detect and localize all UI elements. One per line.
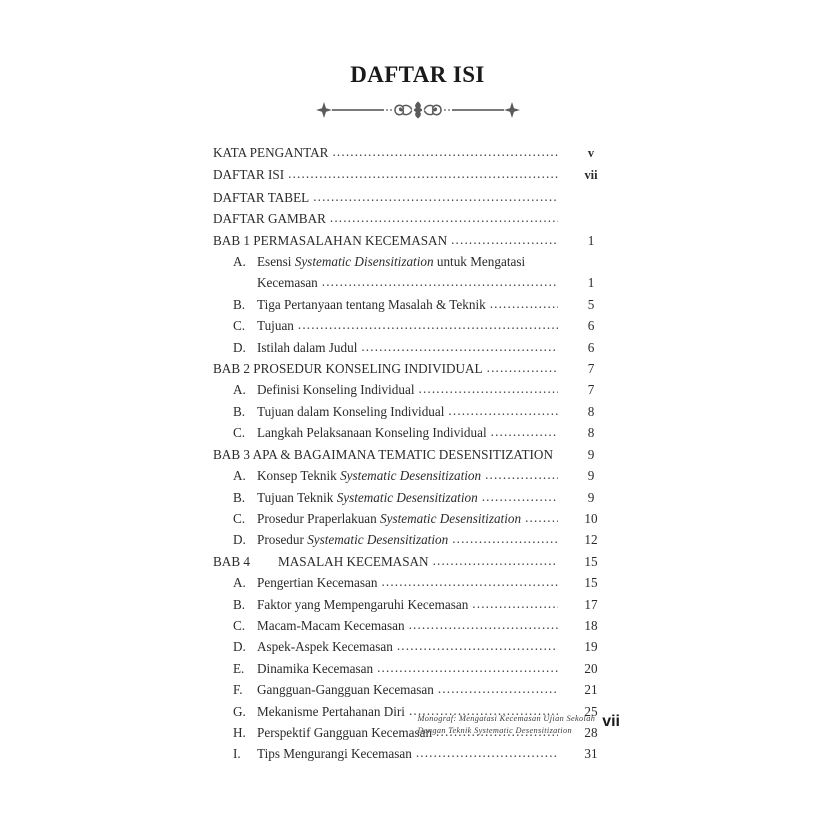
- footer-page-number: vii: [602, 713, 620, 730]
- toc-entry[interactable]: [213, 636, 613, 657]
- toc-entry-index: B.: [233, 489, 246, 505]
- toc-entry-label: KATA PENGANTAR: [213, 145, 329, 160]
- toc-label-italic-term: Systematic Desensitization: [340, 468, 482, 484]
- toc-label-text: Tujuan Teknik: [257, 489, 337, 505]
- toc-entry-index: H.: [233, 724, 246, 740]
- toc-entry[interactable]: [213, 422, 613, 443]
- toc-entry-label: Macam-Macam Kecemasan: [257, 617, 405, 633]
- toc-dot-leader: [322, 274, 558, 287]
- toc-entry-label: [257, 465, 484, 486]
- toc-label-italic-term: Systematic Desensitization: [380, 510, 522, 526]
- toc-entry-label: Tips Mengurangi Kecemasan: [257, 746, 412, 762]
- toc-entry-index: D.: [233, 639, 246, 655]
- toc-dot-leader: [482, 489, 558, 502]
- toc-page-number: 5: [587, 296, 595, 312]
- toc-entry-label: Tiga Pertanyaan tentang Masalah & Teknik: [257, 296, 486, 312]
- toc-entry[interactable]: [213, 529, 613, 550]
- toc-dot-leader: [438, 681, 558, 694]
- toc-entry-label: [257, 508, 524, 529]
- toc-entry-index: A.: [233, 382, 246, 398]
- toc-page-number: 6: [587, 318, 595, 334]
- toc-entry-index: A.: [233, 468, 246, 484]
- toc-entry[interactable]: [213, 315, 613, 336]
- toc-entry-label: BAB 2 PROSEDUR KONSELING INDIVIDUAL: [213, 361, 483, 377]
- toc-entry[interactable]: [213, 658, 613, 679]
- toc-entry-index: D.: [233, 532, 246, 548]
- toc-entry[interactable]: [213, 401, 613, 422]
- toc-entry[interactable]: [213, 337, 613, 358]
- toc-entry[interactable]: [213, 594, 613, 615]
- toc-page-number: 28: [584, 724, 598, 740]
- toc-entry-index: I.: [233, 746, 241, 762]
- toc-label-italic-term: Systematic Desensitization: [307, 532, 449, 548]
- toc-entry[interactable]: [213, 679, 613, 700]
- toc-entry-index: B.: [233, 403, 246, 419]
- toc-entry-label: [257, 487, 481, 508]
- toc-dot-leader: [409, 617, 558, 630]
- toc-entry-label: Tujuan: [257, 318, 294, 334]
- toc-page-number: 17: [584, 596, 598, 612]
- toc-label-italic-term: Systematic Desensitization: [336, 489, 478, 505]
- toc-label-text: Esensi: [257, 254, 295, 270]
- toc-label-text: Prosedur Praperlakuan: [257, 510, 381, 526]
- toc-dot-leader: [397, 638, 558, 651]
- toc-entry[interactable]: [213, 444, 613, 465]
- toc-label-text: Konsep Teknik: [257, 468, 341, 484]
- toc-label-text-after: MASALAH KECEMASAN: [278, 553, 429, 569]
- toc-dot-leader: [525, 510, 558, 523]
- toc-dot-leader: [381, 574, 558, 587]
- toc-page-number: 12: [584, 532, 598, 548]
- toc-page-number: 8: [587, 425, 595, 441]
- toc-page-number: 9: [587, 468, 595, 484]
- toc-entry-index: E.: [233, 660, 245, 676]
- toc-entry[interactable]: [213, 379, 613, 400]
- toc-entry-index: D.: [233, 339, 246, 355]
- toc-entry-label: DAFTAR ISI: [213, 167, 285, 183]
- toc-page-number: 15: [584, 575, 598, 591]
- ornamental-divider-icon: [0, 97, 835, 123]
- toc-entry-label: DAFTAR GAMBAR: [213, 211, 326, 227]
- toc-dot-leader: [361, 339, 558, 352]
- toc-entry[interactable]: [213, 142, 613, 164]
- toc-entry-index: C.: [233, 510, 246, 526]
- toc-entry-label: Kecemasan: [257, 275, 318, 291]
- toc-dot-leader: [451, 232, 558, 245]
- toc-entry-index: G.: [233, 703, 246, 719]
- toc-page-number: v: [587, 146, 595, 160]
- toc-entry[interactable]: [213, 551, 613, 572]
- toc-dot-leader: [557, 446, 558, 459]
- toc-entry-index: B.: [233, 596, 246, 612]
- toc-page-number: 25: [584, 703, 598, 719]
- toc-entry-index: C.: [233, 617, 246, 633]
- toc-entry-index: A.: [233, 575, 246, 591]
- toc-entry-label: Mekanisme Pertahanan Diri: [257, 703, 405, 719]
- toc-entry[interactable]: [213, 294, 613, 315]
- toc-page-number: 18: [584, 617, 598, 633]
- toc-entry-label: Perspektif Gangguan Kecemasan: [257, 724, 433, 740]
- toc-entry[interactable]: [213, 230, 613, 251]
- toc-entry[interactable]: [213, 572, 613, 593]
- toc-dot-leader: [472, 596, 558, 609]
- toc-entry-label: Faktor yang Mempengaruhi Kecemasan: [257, 596, 469, 612]
- toc-page-number: 9: [587, 489, 595, 505]
- footer-line-1: Monograf: Mengatasi Kecemasan Ujian Sekolah: [417, 714, 596, 723]
- toc-entry-index: B.: [233, 296, 246, 312]
- toc-entry-index: C.: [233, 318, 246, 334]
- toc-entry-label: Istilah dalam Judul: [257, 339, 358, 355]
- toc-entry[interactable]: [213, 272, 613, 293]
- toc-page-number: 20: [584, 660, 598, 676]
- toc-dot-leader: [529, 253, 558, 266]
- toc-page-number: 31: [584, 746, 598, 762]
- toc-dot-leader: [490, 296, 558, 309]
- toc-entry[interactable]: [213, 487, 613, 508]
- toc-page-number: vii: [584, 168, 598, 183]
- toc-entry[interactable]: [213, 251, 613, 272]
- toc-dot-leader: [288, 166, 558, 179]
- toc-entry[interactable]: [213, 164, 613, 186]
- toc-entry[interactable]: [213, 508, 613, 529]
- toc-entry[interactable]: [213, 743, 613, 764]
- toc-page-number: 9: [587, 446, 595, 462]
- toc-label-italic-term: Systematic Disensitization: [294, 254, 434, 270]
- toc-dot-leader: [452, 531, 558, 544]
- toc-page-number: 19: [584, 639, 598, 655]
- toc-entry-label: BAB 1 PERMASALAHAN KECEMASAN: [213, 232, 448, 248]
- toc-dot-leader: [330, 210, 558, 223]
- toc-page-number: 15: [584, 553, 598, 569]
- toc-entry-label: [213, 551, 432, 572]
- toc-entry-label: Definisi Konseling Individual: [257, 382, 415, 398]
- toc-entry-label: Aspek-Aspek Kecemasan: [257, 639, 393, 655]
- toc-dot-leader: [416, 745, 558, 758]
- toc-dot-leader: [433, 553, 558, 566]
- toc-entry[interactable]: [213, 465, 613, 486]
- toc-page-number: 1: [587, 275, 595, 291]
- toc-entry[interactable]: [213, 615, 613, 636]
- toc-entry-label: [257, 251, 528, 272]
- toc-page-number: 1: [587, 232, 595, 248]
- toc-entry[interactable]: [213, 187, 613, 208]
- toc-entry-index: F.: [233, 682, 243, 698]
- toc-page-number: 6: [587, 339, 595, 355]
- toc-dot-leader: [313, 189, 558, 202]
- toc-entry[interactable]: [213, 358, 613, 379]
- toc-entry-label: BAB 3 APA & BAGAIMANA TEMATIC DESENSITIZATION: [213, 446, 553, 462]
- toc-dot-leader: [491, 424, 558, 437]
- footer-line-2: Dengan Teknik Systematic Desensitization: [417, 725, 572, 735]
- toc-dot-leader: [419, 381, 559, 394]
- toc-entry[interactable]: [213, 208, 613, 229]
- toc-dot-leader: [487, 360, 558, 373]
- toc-dot-leader: [332, 144, 558, 157]
- toc-entry-label: Gangguan-Gangguan Kecemasan: [257, 682, 434, 698]
- toc-entry-label: DAFTAR TABEL: [213, 189, 310, 205]
- table-of-contents: [213, 142, 613, 765]
- toc-dot-leader: [485, 467, 558, 480]
- toc-entry-index: A.: [233, 254, 246, 270]
- footer-book-title: [417, 713, 595, 736]
- toc-label-text-after: untuk Mengatasi: [433, 254, 526, 270]
- toc-dot-leader: [298, 317, 558, 330]
- toc-page-number: 21: [584, 682, 598, 698]
- page-title: DAFTAR ISI: [350, 62, 485, 87]
- toc-label-text: Prosedur: [257, 532, 308, 548]
- toc-entry-index: C.: [233, 425, 246, 441]
- toc-entry-label: Pengertian Kecemasan: [257, 575, 378, 591]
- toc-page-number: 8: [587, 403, 595, 419]
- toc-entry-label: Dinamika Kecemasan: [257, 660, 374, 676]
- toc-page-number: 7: [587, 361, 595, 377]
- toc-page-number: 10: [584, 510, 598, 526]
- toc-entry-label: Tujuan dalam Konseling Individual: [257, 403, 445, 419]
- toc-dot-leader: [377, 660, 558, 673]
- toc-label-text: BAB 4: [213, 553, 251, 569]
- toc-dot-leader: [448, 403, 558, 416]
- toc-entry-label: Langkah Pelaksanaan Konseling Individual: [257, 425, 487, 441]
- toc-entry-label: [257, 529, 451, 550]
- toc-page-number: 7: [587, 382, 595, 398]
